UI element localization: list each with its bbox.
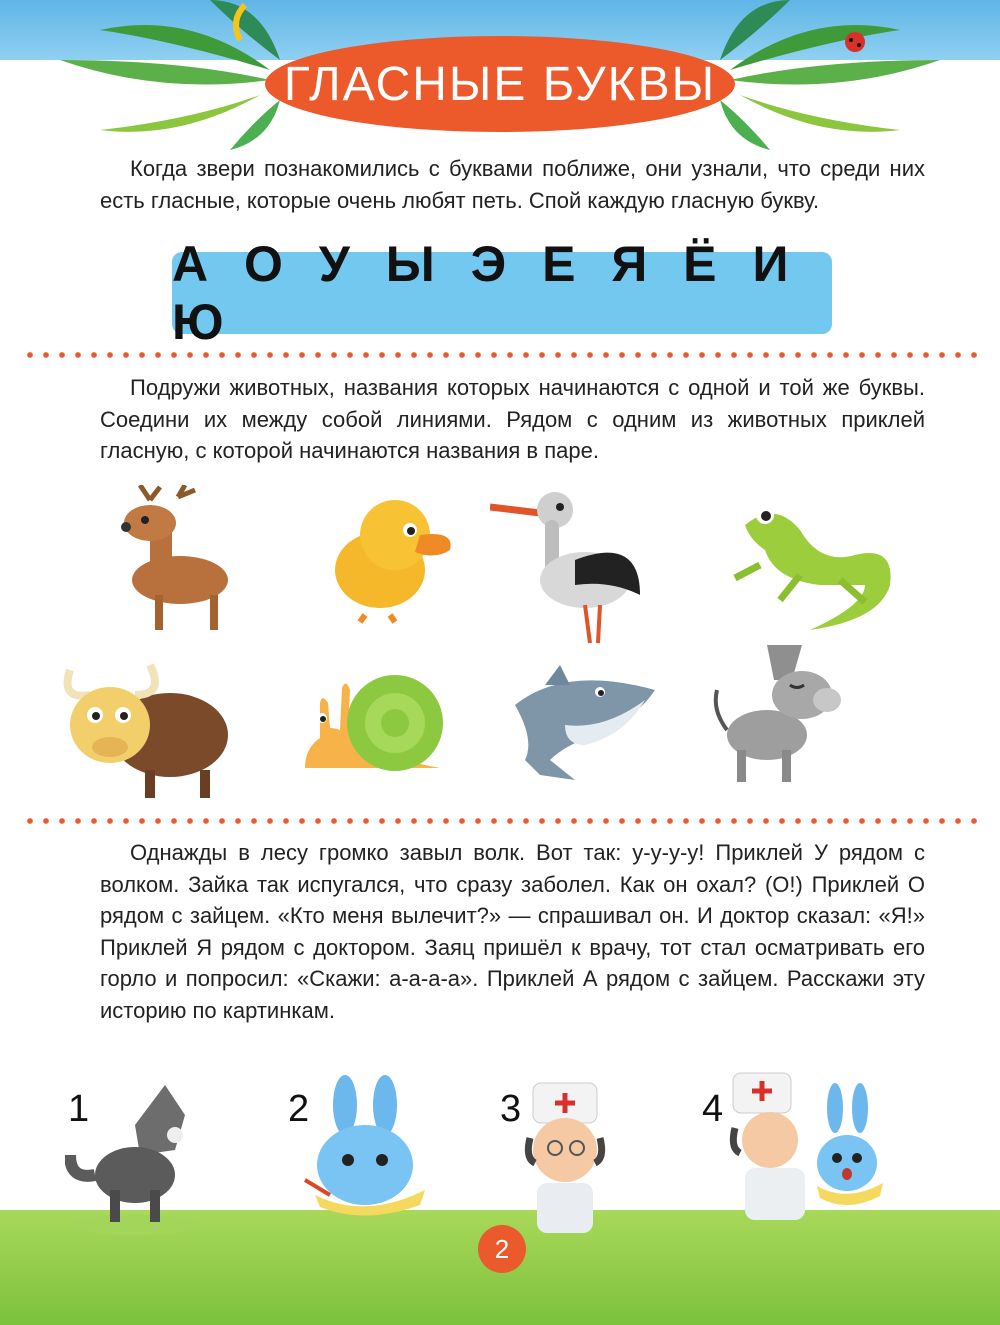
yak-icon <box>55 655 230 800</box>
step-number-1: 1 <box>68 1088 90 1130</box>
vowel-box <box>172 236 832 350</box>
doctor-icon <box>515 1078 615 1238</box>
page-title <box>265 36 735 132</box>
dotted-divider <box>22 351 982 359</box>
vowel-letters: А О У Ы Э Е Я Ё И Ю <box>172 236 795 350</box>
intro-text: Когда звери познакомились с буквами поближе, они узнали, что среди них есть гласные, которые очень любят петь. Спой каждую гласную букву. <box>100 156 925 213</box>
page-number-text: 2 <box>494 1233 510 1264</box>
page-title-text: ГЛАСНЫЕ БУКВЫ <box>283 57 717 111</box>
step-number-3: 3 <box>500 1088 522 1130</box>
snail-icon <box>300 668 450 778</box>
leaves-left-icon <box>40 0 300 150</box>
sick-hare-icon <box>300 1075 440 1220</box>
wolf-icon <box>65 1075 200 1235</box>
task-text: Подружи животных, названия которых начинаются с одной и той же буквы. Соедини их между собой линиями. Рядом с одним из животных приклей гласную, с которой начинаются названия в паре. <box>100 375 925 463</box>
story-text: Однажды в лесу громко завыл волк. Вот так: у-у-у-у! Приклей У рядом с волком. Зайка так испугался, что сразу заболел. Как он охал? (О!) Приклей О рядом с зайцем. «Кто меня вылечит?» — спрашивал он. И доктор сказал: «Я!» Приклей Я рядом с доктором. Заяц пришёл к врачу, тот стал осматривать его горло и попросил: «Скажи: а-а-а-а». Приклей А рядом с зайцем. Расскажи эту историю по картинкам. <box>100 840 925 1023</box>
lizard-icon <box>725 490 905 635</box>
shark-icon <box>505 665 660 785</box>
step-number-4: 4 <box>702 1088 724 1130</box>
stork-icon <box>490 485 650 645</box>
step-number-2: 2 <box>288 1088 310 1130</box>
donkey-icon <box>712 640 842 785</box>
deer-icon <box>90 485 240 635</box>
dotted-divider-2 <box>22 817 982 825</box>
page-number <box>478 1225 526 1273</box>
doctor-with-hare-icon <box>725 1068 900 1228</box>
leaves-right-icon <box>700 0 960 150</box>
